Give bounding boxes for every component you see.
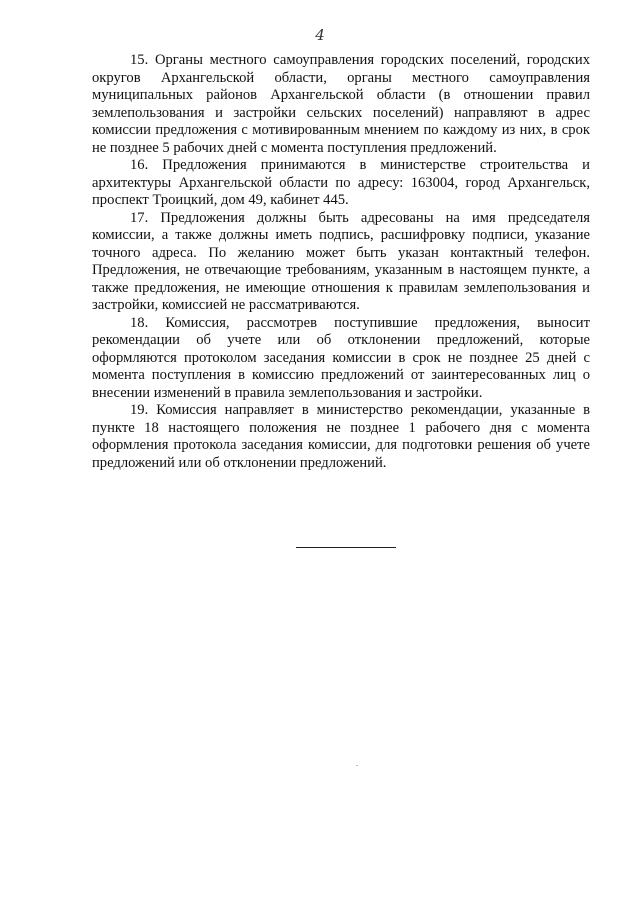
paragraph-number: 18. — [130, 314, 149, 331]
paragraph-number: 19. — [130, 402, 149, 418]
paragraph-number: 16. — [130, 157, 149, 173]
page-number: 4 — [315, 26, 325, 44]
paragraph-text: Комиссия, рассмотрев поступившие предложения, выносит рекомендации об учете или об отклонении предложений, которые оформляются протоколом заседания комиссии в срок не позднее 25 дней с момента поступления в комиссию предложений от заинтересованных лиц о внесении изменений в правила землепользования и застройки. — [92, 314, 590, 401]
paragraph-number: 15. — [130, 52, 149, 68]
paragraph-17 — [92, 210, 590, 315]
scan-speck — [356, 765, 358, 766]
paragraph-18 — [92, 315, 590, 403]
closing-divider — [296, 547, 396, 548]
paragraph-text: Предложения должны быть адресованы на имя председателя комиссии, а также должны иметь подпись, расшифровку подписи, указание точного адреса. По желанию может быть указан контактный телефон. Предложения, не отвечающие требованиям, указанным в настоящем пункте, а также предложения, не имеющие отношения к правилам землепользования и застройки, комиссией не рассматриваются. — [92, 209, 590, 313]
paragraph-number: 17. — [130, 209, 149, 226]
paragraph-19 — [92, 402, 590, 472]
document-body — [92, 52, 590, 472]
paragraph-text: Комиссия направляет в министерство рекомендации, указанные в пункте 18 настоящего положения не позднее 1 рабочего дня с момента оформления протокола заседания комиссии, для подготовки решения об учете предложений или об отклонении предложений. — [92, 402, 590, 471]
paragraph-16 — [92, 157, 590, 210]
paragraph-text: Органы местного самоуправления городских поселений, городских округов Архангельской области, органы местного самоуправления муниципальных районов Архангельской области (в отношении правил землепользования и застройки сельских поселений) направляют в адрес комиссии предложения с мотивированным мнением по каждому из них, в срок не позднее 5 рабочих дней с момента поступления предложений. — [92, 52, 590, 156]
paragraph-15 — [92, 52, 590, 157]
paragraph-text: Предложения принимаются в министерстве строительства и архитектуры Архангельской области по адресу: 163004, город Архангельск, проспект Троицкий, дом 49, кабинет 445. — [92, 157, 590, 208]
